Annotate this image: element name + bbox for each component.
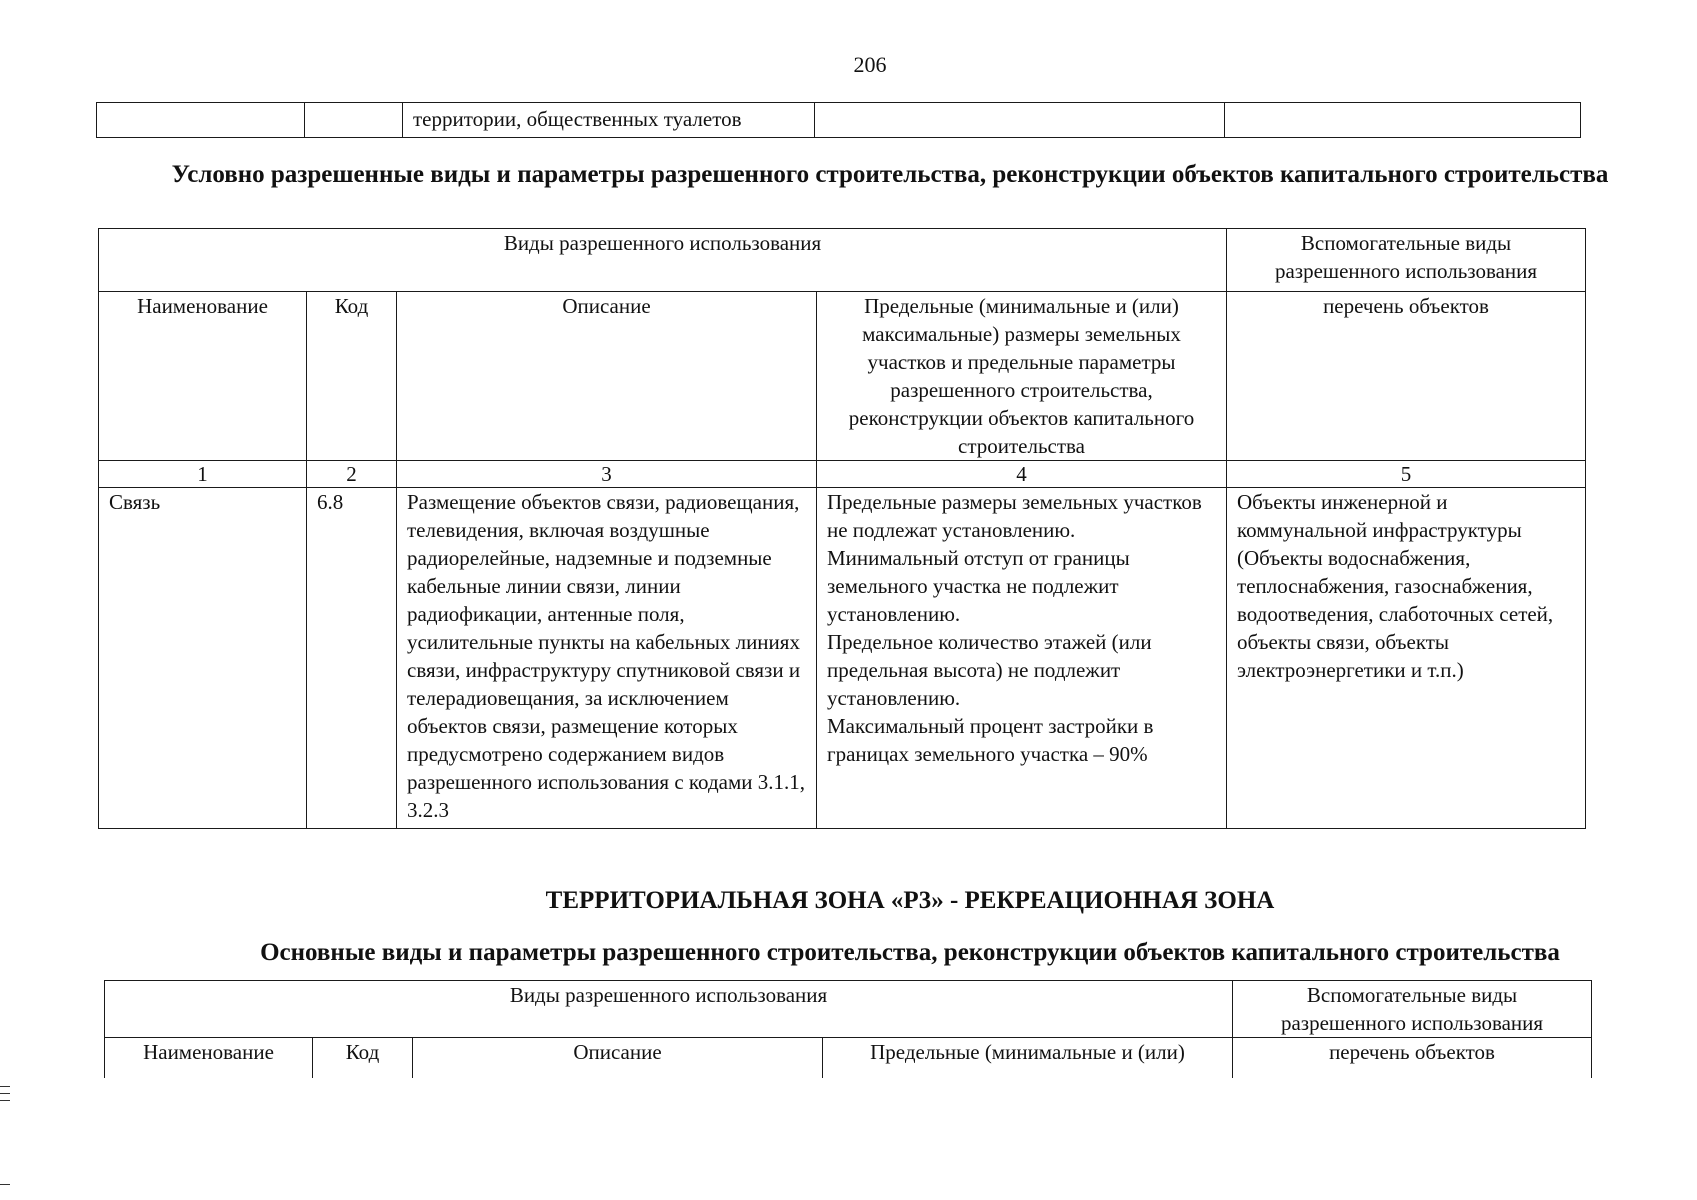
margin-mark [0, 1184, 10, 1185]
table-row [97, 103, 1581, 138]
main-use-table [104, 980, 1592, 1078]
use-description: Размещение объектов связи, радиовещания, телевидения, включая воздушные радиорелейные, надземные и подземные кабельные линии связи, линии радиофикации, антенные поля, усилительные пункты на кабельных линиях связи, инфраструктуру спутниковой связи и телерадиовещания, за исключением объектов связи, размещение которых предусмотрено содержанием видов разрешенного использования с кодами 3.1.1, 3.2.3 [397, 488, 817, 829]
column-index: 4 [817, 461, 1227, 488]
use-code: 6.8 [307, 488, 397, 829]
header-main-group: Виды разрешенного использования [99, 229, 1227, 292]
header-name: Наименование [99, 292, 307, 461]
column-index: 5 [1227, 461, 1586, 488]
page-number: 206 [853, 52, 887, 77]
header-limits: Предельные (минимальные и (или) максимальные) размеры земельных участков и предельные параметры разрешенного строительства, реконструкции объектов капитального строительства [817, 292, 1227, 461]
aux-objects: Объекты инженерной и коммунальной инфраструктуры (Объекты водоснабжения, теплоснабжения, газоснабжения, водоотведения, слаботочных сетей, объекты связи, объекты электроэнергетики и т.п.) [1227, 488, 1586, 829]
table-header-group-row [99, 229, 1586, 292]
conditional-use-table [98, 228, 1586, 829]
table-row [99, 488, 1586, 829]
table-header-group-row [105, 981, 1592, 1038]
header-aux-group: Вспомогательные виды разрешенного использования [1233, 981, 1592, 1038]
limit-line: Максимальный процент застройки в границах земельного участка – 90% [827, 714, 1154, 766]
zone-title: ТЕРРИТОРИАЛЬНАЯ ЗОНА «Р3» - РЕКРЕАЦИОННАЯ ЗОНА [545, 887, 1275, 914]
name-cell [97, 103, 305, 138]
use-name: Связь [99, 488, 307, 829]
description-cell: территории, общественных туалетов [403, 103, 815, 138]
column-index: 3 [397, 461, 817, 488]
header-name: Наименование [105, 1038, 313, 1079]
section-title-conditional: Условно разрешенные виды и параметры разрешенного строительства, реконструкции объектов капитального строительства [171, 161, 1609, 188]
column-index: 2 [307, 461, 397, 488]
section-title-main: Основные виды и параметры разрешенного строительства, реконструкции объектов капитального строительства [260, 939, 1560, 966]
header-objects: перечень объектов [1227, 292, 1586, 461]
limit-line: Предельное количество этажей (или предельная высота) не подлежит установлению. [827, 630, 1152, 710]
header-description: Описание [397, 292, 817, 461]
header-limits: Предельные (минимальные и (или) [823, 1038, 1233, 1079]
limit-line: Минимальный отступ от границы земельного участка не подлежит установлению. [827, 546, 1130, 626]
header-code: Код [313, 1038, 413, 1079]
header-description: Описание [413, 1038, 823, 1079]
header-aux-group: Вспомогательные виды разрешенного использования [1227, 229, 1586, 292]
table-header-row [105, 1038, 1592, 1079]
header-objects: перечень объектов [1233, 1038, 1592, 1079]
aux-cell [1225, 103, 1581, 138]
margin-mark [0, 1093, 10, 1094]
margin-mark [0, 1086, 10, 1087]
header-main-group: Виды разрешенного использования [105, 981, 1233, 1038]
table-header-row [99, 292, 1586, 461]
column-index: 1 [99, 461, 307, 488]
use-limits [817, 488, 1227, 829]
code-cell [305, 103, 403, 138]
limit-line: Предельные размеры земельных участков не подлежат установлению. [827, 490, 1202, 542]
column-index-row [99, 461, 1586, 488]
header-code: Код [307, 292, 397, 461]
limits-cell [815, 103, 1225, 138]
margin-mark [0, 1100, 10, 1101]
previous-table-fragment [96, 102, 1581, 138]
